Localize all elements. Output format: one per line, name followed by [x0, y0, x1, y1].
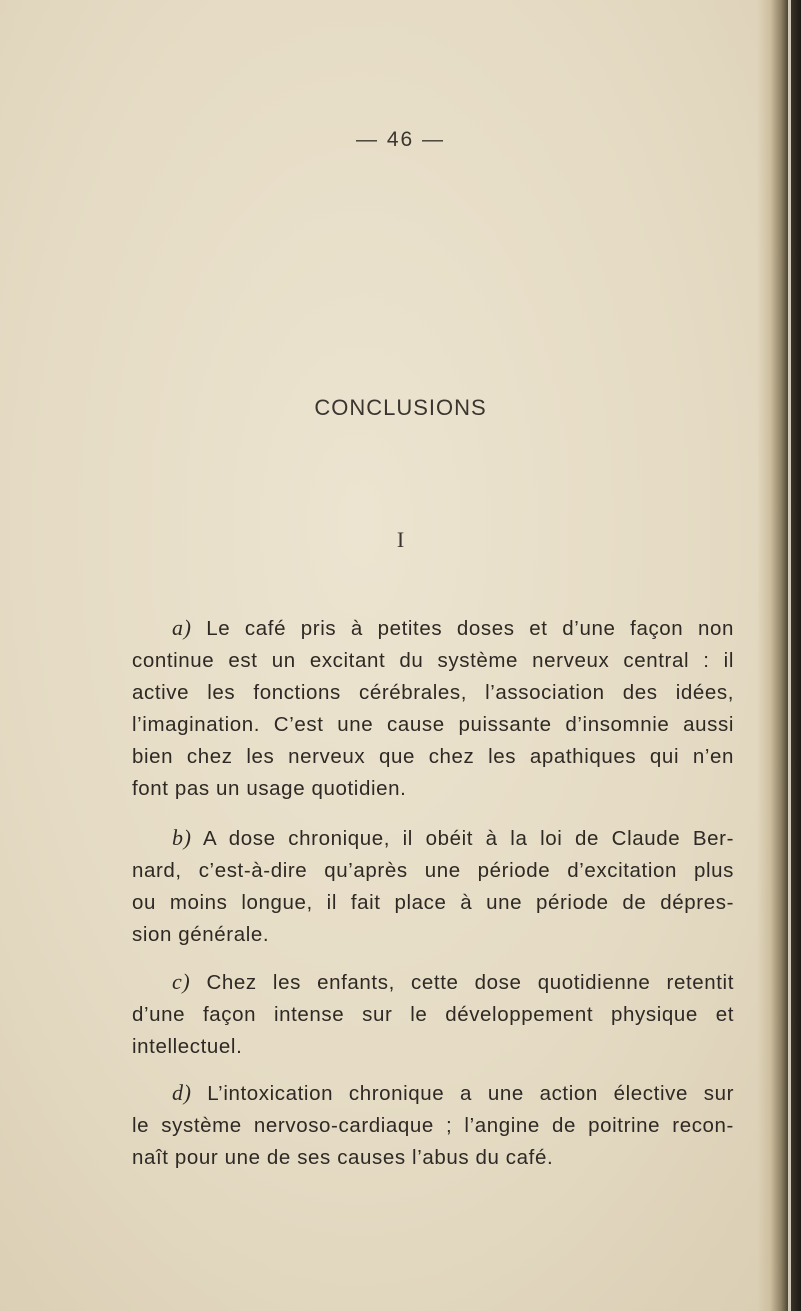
conclusion-paragraph-c: [132, 966, 734, 1063]
paragraph-line: intellectuel.: [132, 1035, 243, 1058]
paragraph-line: l’imagination. C’est une cause puissante d’insomnie aussi: [132, 713, 734, 736]
paragraph-line: nard, c’est-à-dire qu’après une période d’excitation plus: [132, 859, 734, 882]
paragraph-line: [132, 822, 734, 855]
paragraph-line: continue est un excitant du système nerveux central : il: [132, 649, 734, 672]
line-text: L’intoxication chronique a une action élective sur: [207, 1082, 734, 1105]
paragraph-line: naît pour une de ses causes l’abus du café.: [132, 1146, 554, 1169]
page-edge: [788, 0, 791, 1311]
paragraph-line: bien chez les nerveux que chez les apathiques qui n’en: [132, 745, 734, 768]
conclusion-paragraph-d: [132, 1077, 734, 1174]
conclusion-paragraph-b: [132, 822, 734, 951]
paragraph-line: sion générale.: [132, 923, 270, 946]
paragraph-line: [132, 612, 734, 645]
page-title: CONCLUSIONS: [314, 395, 487, 420]
paragraph-letter: a): [172, 615, 192, 640]
paragraph-line: [132, 966, 734, 999]
conclusion-paragraph-a: [132, 612, 734, 805]
section-number: I: [396, 527, 405, 552]
line-text: A dose chronique, il obéit à la loi de Claude Ber-: [203, 827, 734, 850]
paragraph-letter: c): [172, 969, 191, 994]
paragraph-line: active les fonctions cérébrales, l’association des idées,: [132, 681, 734, 704]
book-spine-shadow: [757, 0, 801, 1311]
paragraph-letter: d): [172, 1080, 192, 1105]
page-number: — 46 —: [355, 128, 446, 151]
paragraph-line: le système nervoso-cardiaque ; l’angine de poitrine recon-: [132, 1114, 734, 1137]
paragraph-line: font pas un usage quotidien.: [132, 777, 407, 800]
paragraph-line: [132, 1077, 734, 1110]
paragraph-letter: b): [172, 825, 192, 850]
paragraph-line: ou moins longue, il fait place à une période de dépres-: [132, 891, 734, 914]
paragraph-line: d’une façon intense sur le développement physique et: [132, 1003, 734, 1026]
line-text: Chez les enfants, cette dose quotidienne retentit: [206, 971, 734, 994]
line-text: Le café pris à petites doses et d’une façon non: [206, 617, 734, 640]
